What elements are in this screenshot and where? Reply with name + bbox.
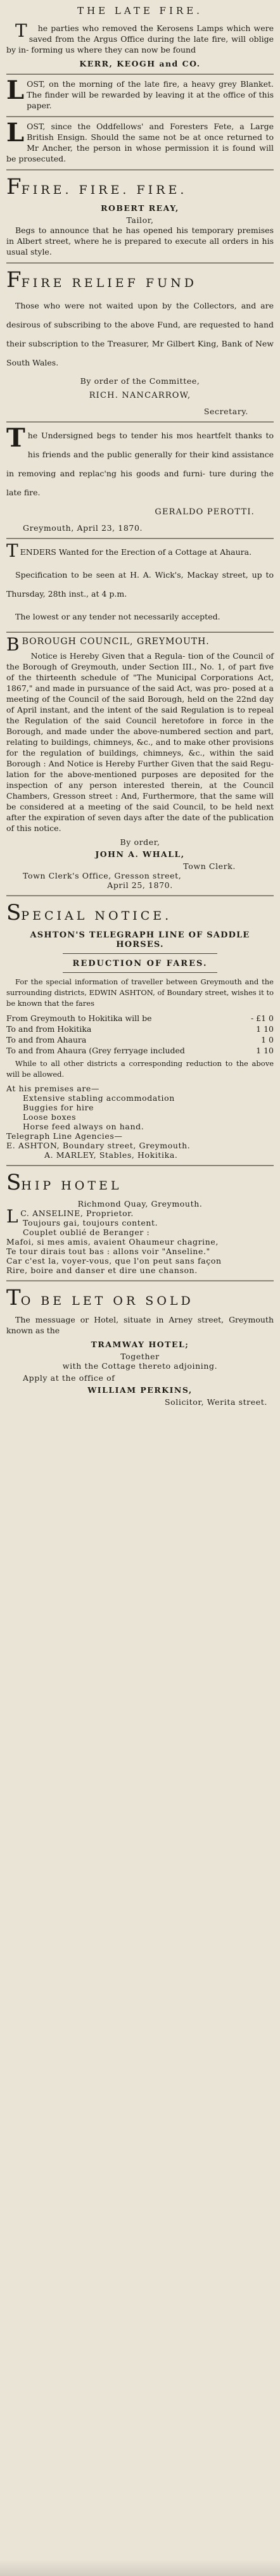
- ship-proprietor-dropcap: L: [6, 1206, 19, 1227]
- special-others: While to all other districts a corresponding reduction to the above will be allowed.: [6, 1059, 274, 1079]
- tenders-dropcap: T: [6, 540, 18, 561]
- page-edge: [0, 2560, 280, 2576]
- lost-ensign-text: LOST, since the Oddfellows' and Foresters Fete, a Large British Ensign. Should the same not be at once returned to Mr Ancher, the person in whose permission it is found will be prosecuted.: [6, 118, 274, 163]
- reay-text: Begs to announce that he has opened his temporary premises in Albert street, where he is prepared to execute all orders in his usual style.: [6, 225, 274, 257]
- borough-heading: BBOROUGH COUNCIL, GREYMOUTH.: [6, 634, 210, 655]
- to-let-cottage: with the Cottage thereto adjoining.: [62, 1361, 218, 1371]
- perotti-signature: GERALDO PEROTTI.: [155, 507, 255, 517]
- premises-item: Extensive stabling accommodation: [23, 1093, 175, 1103]
- fares-table: [6, 1013, 274, 1056]
- relief-signature: RICH. NANCARROW,: [89, 391, 191, 400]
- divider: [6, 116, 274, 117]
- to-let-role: Solicitor, Werita street.: [164, 1397, 267, 1407]
- late-fire-heading: THE LATE FIRE.: [77, 5, 203, 16]
- fire-heading: FFIRE. FIRE. FIRE.: [6, 174, 188, 200]
- tenders-spec: Specification to be seen at H. A. Wick's, Mackay street, up to Thursday, 28th inst., at 4 p.m.: [6, 570, 274, 599]
- ship-verse-line: Mafoi, si mes amis, avaient Ohaumeur chagrine,: [6, 1237, 219, 1247]
- divider: [6, 895, 274, 896]
- special-notice: [6, 900, 274, 1160]
- tenders-text: TENDERS Wanted for the Erection of a Cottage at Ahaura.: [6, 540, 252, 561]
- lost-blanket-dropcap: L: [6, 75, 25, 105]
- divider: [6, 421, 274, 422]
- ship-verse-line: Toujours gai, toujours content.: [23, 1218, 158, 1228]
- fare-row: To and from Hokitika 1 10: [6, 1024, 274, 1034]
- ship-heading: SHIP HOTEL: [6, 1170, 122, 1195]
- late-fire-notice: [6, 5, 274, 68]
- agents-heading: Telegraph Line Agencies—: [6, 1131, 123, 1141]
- to-let-hotel: TRAMWAY HOTEL;: [91, 1340, 189, 1349]
- late-fire-dropcap: T: [15, 20, 27, 41]
- borough-dropcap: B: [6, 634, 20, 655]
- divider: [6, 1165, 274, 1166]
- premises-heading: At his premises are—: [6, 1084, 99, 1093]
- relief-heading: FFIRE RELIEF FUND: [6, 267, 197, 293]
- relief-text: Those who were not waited upon by the Collectors, and are desirous of subscribing to the above Fund, are requested to hand their subscription to the Treasurer, Mr Gilbert King, Bank of New South Wales.: [6, 301, 274, 367]
- lost-blanket-notice: [6, 75, 274, 111]
- borough-role: Town Clerk.: [183, 861, 236, 871]
- perotti-text: The Undersigned begs to tender his mos heartfelt thanks to his friends and the public generally for their kind assistance in removing and replac'ng his goods and furni- ture during the late fire.: [6, 423, 274, 497]
- ship-verse-line: Te tour dirais tout bas : allons voir "Anseline.": [6, 1247, 210, 1256]
- borough-signature: JOHN A. WHALL,: [95, 849, 185, 859]
- special-reduction: REDUCTION OF FARES.: [72, 959, 208, 968]
- to-let-together: Together: [120, 1352, 160, 1361]
- reay-trade: Tailor,: [126, 215, 154, 225]
- fire-dropcap: F: [6, 174, 22, 200]
- divider: [6, 1280, 274, 1281]
- fare-row: From Greymouth to Hokitika will be - £1 0: [6, 1013, 274, 1023]
- fare-row: To and from Ahaura (Grey ferryage included 1 10: [6, 1046, 274, 1055]
- borough-order: By order,: [120, 837, 160, 847]
- to-let-heading: TO BE LET OR SOLD: [6, 1285, 194, 1310]
- relief-role: Secretary.: [203, 407, 248, 416]
- agent-ashton: E. ASHTON, Boundary street, Greymouth.: [6, 1141, 191, 1150]
- robert-reay-notice: [6, 174, 274, 257]
- lost-blanket-text: LOST, on the morning of the late fire, a heavy grey Blanket. The finder will be rewarded by leaving it at the office of this paper.: [6, 75, 274, 110]
- relief-order: By order of the Committee,: [80, 376, 200, 386]
- perotti-dropcap: T: [6, 423, 25, 453]
- ship-verse-line: Car c'est la, voyer-vous, que l'on peut sans façon: [6, 1256, 222, 1266]
- tenders-notice: [6, 540, 274, 626]
- divider: [6, 631, 274, 633]
- divider: [6, 538, 274, 539]
- premises-item: Buggies for hire: [23, 1103, 94, 1112]
- borough-date: April 25, 1870.: [107, 880, 173, 890]
- borough-council-notice: [6, 634, 274, 890]
- special-dropcap: S: [6, 900, 22, 925]
- to-let-apply: Apply at the office of: [23, 1373, 115, 1383]
- special-heading: SPECIAL NOTICE.: [6, 900, 172, 925]
- to-let-notice: [6, 1285, 274, 1407]
- special-intro: For the special information of traveller between Greymouth and the surrounding districts, EDWIN ASHTON, of Boundary street, wishes it to be known that the fares: [6, 977, 274, 1008]
- perotti-notice: [6, 423, 274, 533]
- to-let-name: WILLIAM PERKINS,: [87, 1385, 193, 1395]
- divider: [6, 169, 274, 170]
- to-let-dropcap: T: [6, 1285, 21, 1310]
- special-title: ASHTON'S TELEGRAPH LINE OF SADDLE HORSES.: [30, 930, 250, 949]
- divider-short: [63, 953, 218, 954]
- divider: [6, 262, 274, 263]
- ship-dropcap: S: [6, 1170, 22, 1195]
- fare-row: To and from Ahaura 1 0: [6, 1035, 274, 1044]
- tenders-note: The lowest or any tender not necessarily accepted.: [15, 612, 220, 621]
- premises-item: Horse feed always on hand.: [23, 1122, 144, 1131]
- late-fire-text: T he parties who removed the Kerosens Lamps which were saved from the Argus Office during the late fire, will oblige by in- forming us where they can now be found: [6, 20, 274, 54]
- ship-verse-line: Rire, boire and danser et dire une chanson.: [6, 1266, 198, 1275]
- reay-name: ROBERT REAY,: [101, 203, 179, 213]
- to-let-text: The messuage or Hotel, situate in Arney street, Greymouth known as the: [6, 1315, 274, 1335]
- ship-verse-line: Couplet oublié de Beranger :: [23, 1228, 150, 1237]
- relief-fund-notice: [6, 267, 274, 416]
- ship-address: Richmond Quay, Greymouth.: [77, 1199, 203, 1209]
- divider: [6, 73, 274, 75]
- borough-text: Notice is Hereby Given that a Regula- tion of the Council of the Borough of Greymouth, under Section III., No. 1, of part five of the thirteenth schedule of "The Municipal Corporations Act, 1867," and made in pursuance of the said Act, was pro- posed at a meeting of the Council of the said Borough, held on the 22nd day of April instant, and the intent of the said Regulation is to repeal the Regulation of the said Council heretofore in force in the Borough, and made under the above-numbered section and part, relating to buildings, chimneys, &c., and to make other provisions for the regulation of buildings, chimneys, &c., within the said Borough : And Notice is Hereby Further Given that the said Regu- lation for the above-mentioned purposes are deposited for the inspection of any person interested therein, at the Council Chambers, Gresson street : And, Furthermore, that the same will be considered at a meeting of the said Council, to be held next after the expiration of seven days after the date of the publication of this notice.: [6, 651, 274, 833]
- divider-short: [63, 972, 218, 973]
- ship-proprietor: L C. ANSELINE, Proprietor.: [6, 1206, 134, 1227]
- relief-dropcap: F: [6, 267, 22, 293]
- lost-ensign-notice: [6, 118, 274, 164]
- premises-item: Loose boxes: [23, 1112, 77, 1122]
- lost-ensign-dropcap: L: [6, 118, 25, 148]
- ship-hotel-notice: [6, 1170, 274, 1275]
- perotti-dateline: Greymouth, April 23, 1870.: [23, 523, 143, 533]
- late-fire-signature: KERR, KEOGH and CO.: [79, 59, 201, 68]
- agent-marley: A. MARLEY, Stables, Hokitika.: [44, 1150, 178, 1160]
- borough-office: Town Clerk's Office, Gresson street,: [23, 871, 182, 880]
